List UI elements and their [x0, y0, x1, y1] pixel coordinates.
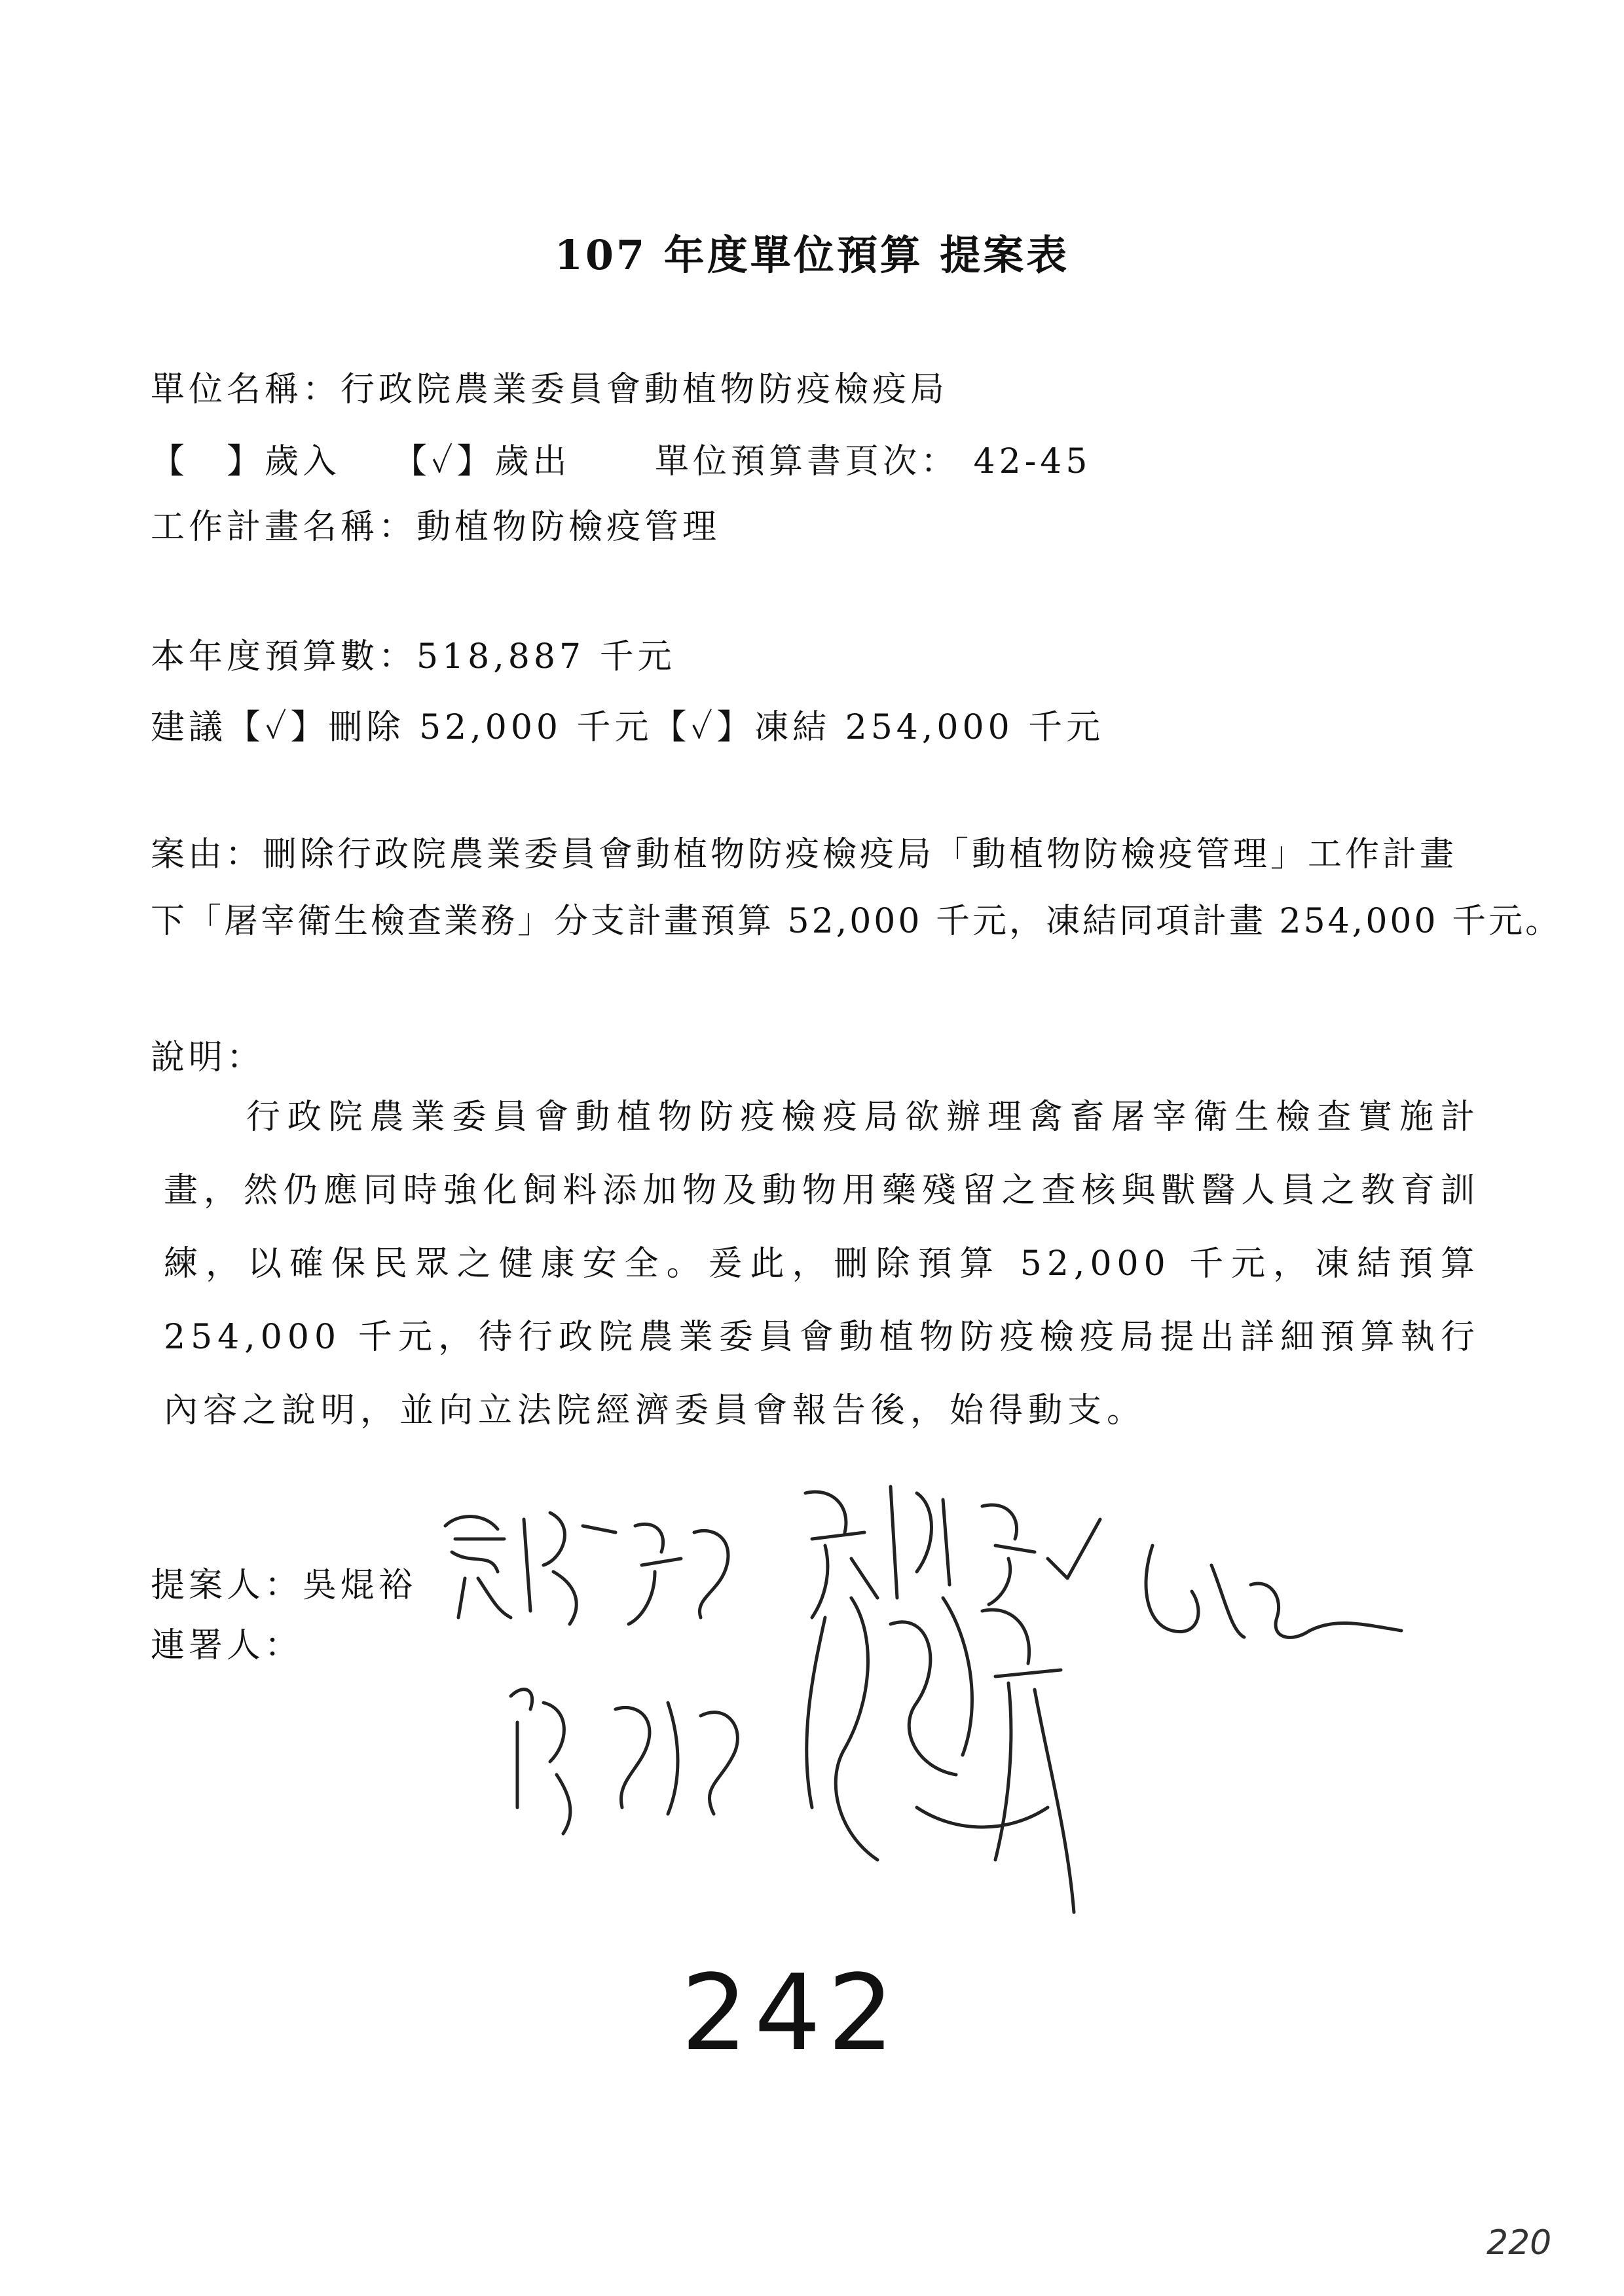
document-title: 107 年度單位預算 提案表 — [554, 231, 1070, 279]
unit-name: 單位名稱：行政院農業委員會動植物防疫檢疫局 — [151, 370, 949, 409]
explanation-label: 說明： — [151, 1038, 265, 1077]
current-budget: 本年度預算數：518,887 千元 — [151, 637, 676, 676]
proposal-line: 建議【✓】刪除 52,000 千元【✓】凍結 254,000 千元 — [151, 708, 1105, 747]
reason-line-1: 案由：刪除行政院農業委員會動植物防疫檢疫局「動植物防檢疫管理」工作計畫 — [151, 835, 1458, 874]
corner-page-mark: 220 — [1486, 2223, 1552, 2263]
revenue-option: 【 】歲入 — [151, 442, 341, 481]
reason-line-2: 下「屠宰衛生檢查業務」分支計畫預算 52,000 千元，凍結同項計畫 254,000 千元。 — [151, 902, 1562, 941]
budget-page-ref: 單位預算書頁次： 42-45 — [655, 442, 1092, 481]
program-name: 工作計畫名稱：動植物防檢疫管理 — [151, 508, 721, 547]
cosigners-label: 連署人： — [151, 1626, 303, 1665]
handwritten-signatures — [419, 1467, 1441, 1965]
page-number: 242 — [681, 1952, 901, 2074]
expenditure-option: 【✓】歲出 — [393, 442, 571, 481]
proposer: 提案人：吳焜裕 — [151, 1566, 417, 1605]
explanation-text: 行政院農業委員會動植物防疫檢疫局欲辦理禽畜屠宰衛生檢查實施計畫，然仍應同時強化飼料添加物及動物用藥殘留之查核與獸醫人員之教育訓練，以確保民眾之健康安全。爰此，刪除預算 52,000 千元，凍結預算 254,000 千元，待行政院農業委員會動植物防疫檢疫局提出詳細預算執行內容之說明，並向立法院經濟委員會報告後，始得動支。 — [164, 1098, 1480, 1430]
